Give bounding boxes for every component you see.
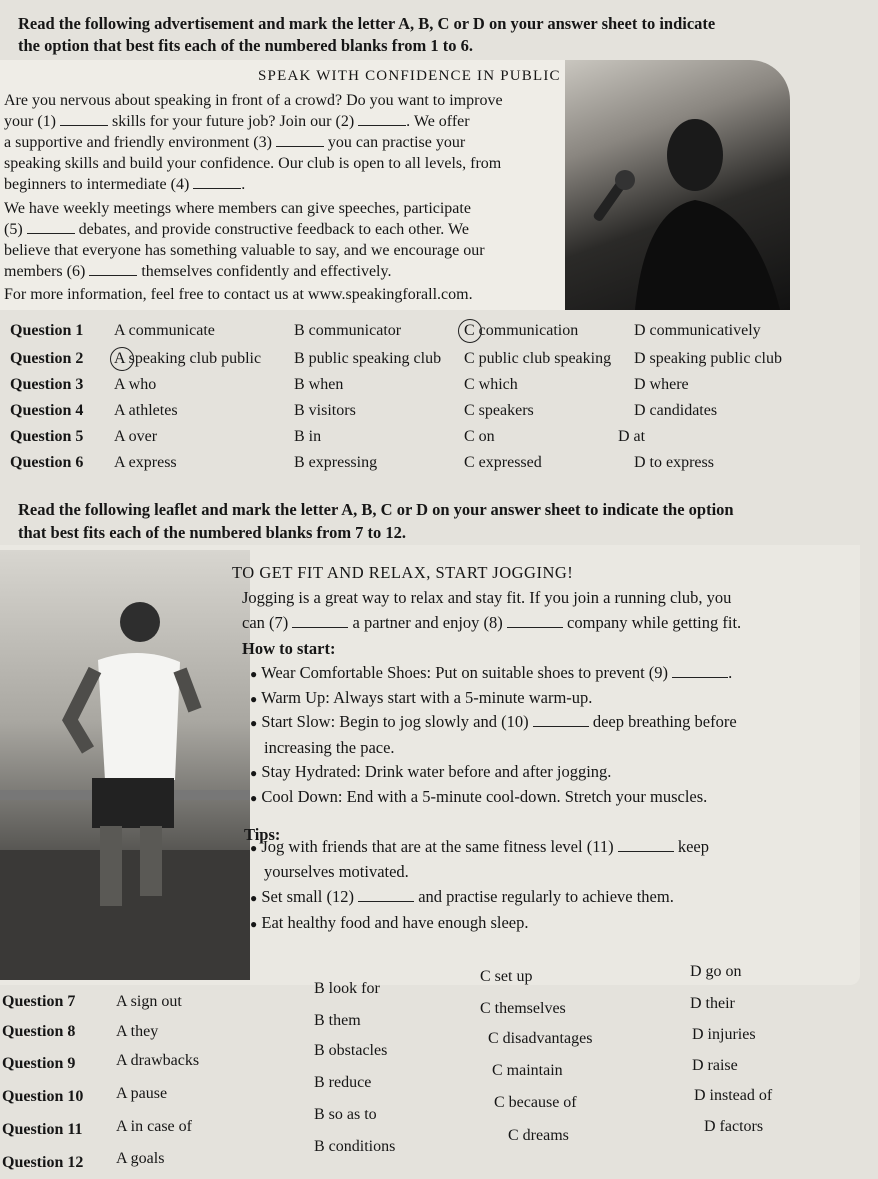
- option-a[interactable]: A athletes: [114, 402, 178, 419]
- option-b[interactable]: B conditions: [314, 1138, 396, 1155]
- option-a[interactable]: A in case of: [116, 1118, 192, 1135]
- ad-line: a supportive and friendly environment (3) you can practise your: [4, 134, 466, 151]
- jogger-photo: [0, 550, 250, 980]
- leaflet-heading-how: How to start:: [242, 639, 336, 658]
- leaflet-heading-tips: Tips:: [244, 825, 281, 844]
- option-d[interactable]: D at: [618, 428, 646, 445]
- option-a[interactable]: A express: [114, 454, 177, 471]
- ad-line: Are you nervous about speaking in front of a crowd? Do you want to improve: [4, 92, 503, 109]
- question-label: Question 7: [2, 993, 76, 1010]
- question-label: Question 2: [10, 350, 84, 367]
- ad-line: members (6) themselves confidently and effectively.: [4, 263, 392, 280]
- question-label: Question 9: [2, 1055, 76, 1072]
- option-d[interactable]: D speaking public club: [634, 350, 782, 367]
- ad-line: believe that everyone has something valuable to say, and we encourage our: [4, 242, 485, 259]
- bullet-item: ● Cool Down: End with a 5-minute cool-down. Stretch your muscles.: [250, 787, 708, 806]
- option-d[interactable]: D communicatively: [634, 322, 761, 339]
- bullet-item: ● Set small (12) and practise regularly to achieve them.: [250, 887, 674, 906]
- bullet-continuation: yourselves motivated.: [264, 862, 409, 881]
- bullet-continuation: increasing the pace.: [264, 738, 395, 757]
- option-b[interactable]: B when: [294, 376, 344, 393]
- instruction-line-2: the option that best fits each of the numbered blanks from 1 to 6.: [18, 36, 473, 55]
- speaker-silhouette-icon: [565, 60, 790, 310]
- bullet-icon: ●: [250, 917, 258, 931]
- bullet-item: ● Stay Hydrated: Drink water before and after jogging.: [250, 762, 612, 781]
- option-d[interactable]: D to express: [634, 454, 714, 471]
- option-b[interactable]: B obstacles: [314, 1042, 388, 1059]
- option-d[interactable]: D instead of: [694, 1087, 773, 1104]
- option-a[interactable]: A sign out: [116, 993, 182, 1010]
- option-b[interactable]: B look for: [314, 980, 380, 997]
- option-d[interactable]: D go on: [690, 963, 742, 980]
- bullet-item: ● Jog with friends that are at the same fitness level (11) keep: [250, 837, 709, 856]
- bullet-item: ● Eat healthy food and have enough sleep.: [250, 913, 529, 932]
- option-b[interactable]: B in: [294, 428, 322, 445]
- option-c[interactable]: C set up: [480, 968, 533, 985]
- option-b[interactable]: B communicator: [294, 322, 402, 339]
- option-b[interactable]: B so as to: [314, 1106, 377, 1123]
- option-a[interactable]: A goals: [116, 1150, 165, 1167]
- bullet-icon: ●: [250, 891, 258, 905]
- option-d[interactable]: D injuries: [692, 1026, 756, 1043]
- option-a[interactable]: A speaking club public: [114, 350, 262, 367]
- option-a[interactable]: A who: [114, 376, 157, 393]
- option-c[interactable]: C on: [464, 428, 495, 445]
- option-d[interactable]: D factors: [704, 1118, 764, 1135]
- option-c[interactable]: C speakers: [464, 402, 534, 419]
- bullet-icon: ●: [250, 841, 258, 855]
- option-a[interactable]: A communicate: [114, 322, 215, 339]
- bullet-item: ● Wear Comfortable Shoes: Put on suitable shoes to prevent (9) .: [250, 663, 733, 682]
- ad-line: beginners to intermediate (4) .: [4, 176, 246, 193]
- question-label: Question 5: [10, 428, 84, 445]
- option-c[interactable]: C maintain: [492, 1062, 563, 1079]
- bullet-icon: ●: [250, 766, 258, 780]
- bullet-item: ● Warm Up: Always start with a 5-minute warm-up.: [250, 688, 593, 707]
- speaker-photo: [565, 60, 790, 310]
- option-b[interactable]: B visitors: [294, 402, 356, 419]
- question-label: Question 1: [10, 322, 84, 339]
- jogger-silhouette-icon: [0, 550, 250, 980]
- option-d[interactable]: D candidates: [634, 402, 718, 419]
- option-d[interactable]: D their: [690, 995, 735, 1012]
- leaflet-title: TO GET FIT AND RELAX, START JOGGING!: [232, 563, 574, 582]
- ad-line: (5) debates, and provide constructive feedback to each other. We: [4, 221, 469, 238]
- ad-line: speaking skills and build your confidence. Our club is open to all levels, from: [4, 155, 502, 172]
- option-d[interactable]: D raise: [692, 1057, 738, 1074]
- bullet-icon: ●: [250, 791, 258, 805]
- option-c[interactable]: C dreams: [508, 1127, 569, 1144]
- option-d[interactable]: D where: [634, 376, 689, 393]
- option-a[interactable]: A they: [116, 1023, 159, 1040]
- option-a[interactable]: A drawbacks: [116, 1052, 200, 1069]
- leaflet-line: Jogging is a great way to relax and stay fit. If you join a running club, you: [242, 588, 732, 607]
- bullet-icon: ●: [250, 667, 258, 681]
- ad-line: For more information, feel free to contact us at www.speakingforall.com.: [4, 286, 473, 303]
- option-c[interactable]: C expressed: [464, 454, 542, 471]
- ad-line: We have weekly meetings where members can give speeches, participate: [4, 200, 471, 217]
- answer-circle: [458, 319, 482, 343]
- question-label: Question 10: [2, 1088, 84, 1105]
- question-label: Question 3: [10, 376, 84, 393]
- bullet-icon: ●: [250, 716, 258, 730]
- option-a[interactable]: A over: [114, 428, 158, 445]
- bullet-item: ● Start Slow: Begin to jog slowly and (10) deep breathing before: [250, 712, 737, 731]
- bullet-icon: ●: [250, 692, 258, 706]
- option-c[interactable]: C disadvantages: [488, 1030, 593, 1047]
- question-label: Question 11: [2, 1121, 83, 1138]
- question-label: Question 8: [2, 1023, 76, 1040]
- question-label: Question 6: [10, 454, 84, 471]
- ad-title: SPEAK WITH CONFIDENCE IN PUBLIC: [258, 68, 561, 84]
- option-b[interactable]: B public speaking club: [294, 350, 442, 367]
- answer-circle: [110, 347, 134, 371]
- leaflet-line: can (7) a partner and enjoy (8) company while getting fit.: [242, 613, 742, 632]
- option-c[interactable]: C which: [464, 376, 518, 393]
- instruction-line-3: Read the following leaflet and mark the letter A, B, C or D on your answer sheet to indicate the option: [18, 500, 734, 519]
- instruction-line-4: that best fits each of the numbered blanks from 7 to 12.: [18, 523, 407, 542]
- option-a[interactable]: A pause: [116, 1085, 168, 1102]
- question-label: Question 4: [10, 402, 84, 419]
- ad-line: your (1) skills for your future job? Join our (2) . We offer: [4, 113, 470, 130]
- option-c[interactable]: C because of: [494, 1094, 577, 1111]
- option-c[interactable]: C communication: [464, 322, 579, 339]
- option-b[interactable]: B expressing: [294, 454, 378, 471]
- option-b[interactable]: B reduce: [314, 1074, 372, 1091]
- option-c[interactable]: C themselves: [480, 1000, 566, 1017]
- option-b[interactable]: B them: [314, 1012, 361, 1029]
- question-label: Question 12: [2, 1154, 84, 1171]
- instruction-line-1: Read the following advertisement and mark the letter A, B, C or D on your answer sheet to indicate: [18, 14, 716, 33]
- option-c[interactable]: C public club speaking: [464, 350, 612, 367]
